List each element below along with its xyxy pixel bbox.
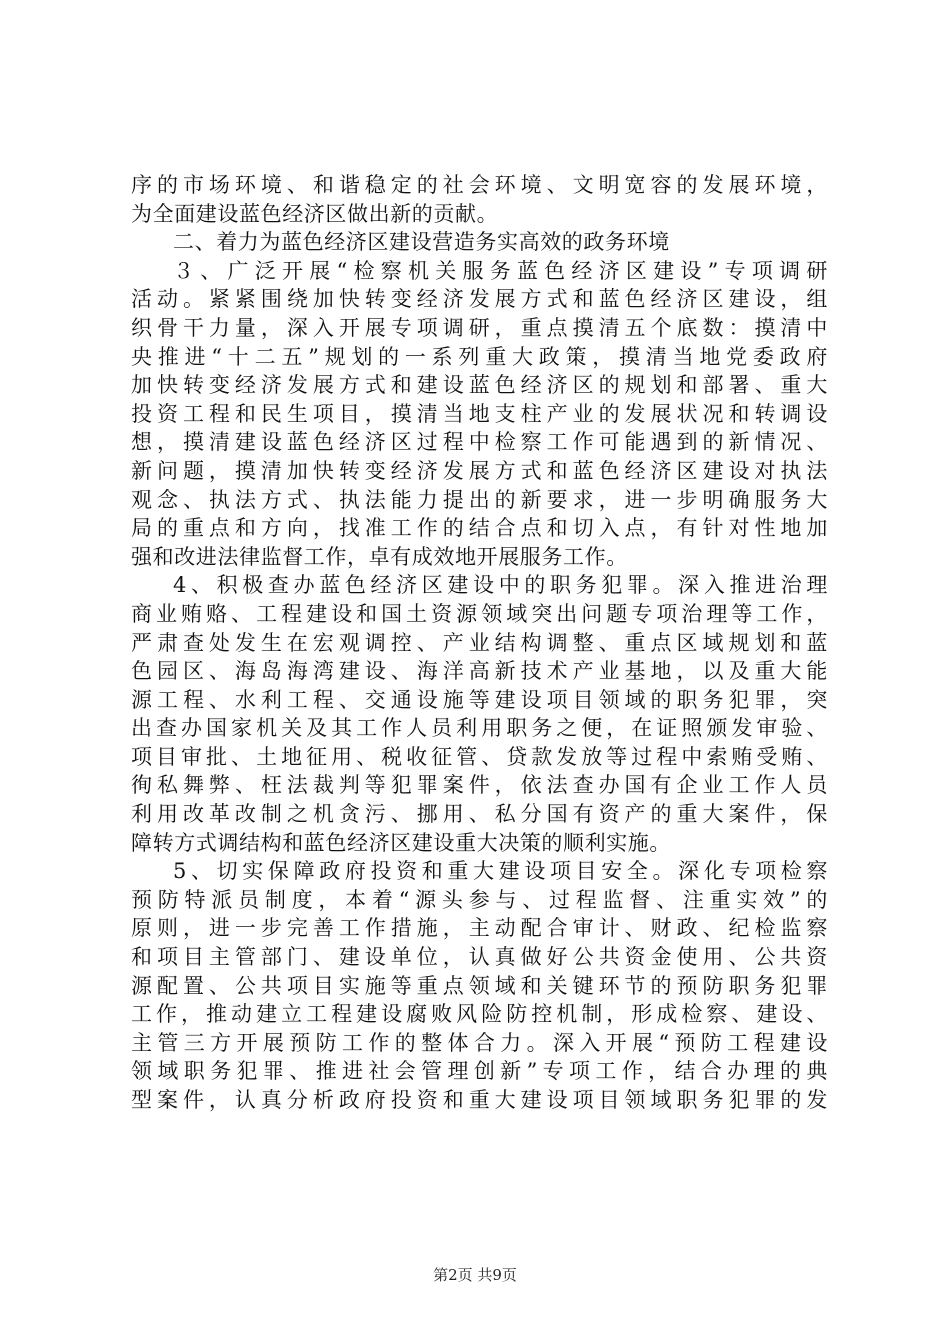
text-line: 央推进“十二五”规划的一系列重大政策，摸清当地党委政府	[131, 344, 828, 369]
text-line: 型案件，认真分析政府投资和重大建设项目领域职务犯罪的发	[131, 1088, 828, 1112]
text-line: 新问题，摸清加快转变经济发展方式和蓝色经济区建设对执法	[131, 458, 828, 483]
text-line: 徇私舞弊、枉法裁判等犯罪案件，依法查办国有企业工作人员	[131, 773, 828, 798]
text-line: 织骨干力量，深入开展专项调研，重点摸清五个底数：摸清中	[131, 315, 828, 340]
text-line: 工作，推动建立工程建设腐败风险防控机制，形成检察、建设、	[131, 1002, 828, 1027]
text-line: 严肃查处发生在宏观调控、产业结构调整、重点区域规划和蓝	[131, 630, 828, 655]
text-line: 二、着力为蓝色经济区建设营造务实高效的政务环境	[173, 230, 670, 255]
text-line: 源工程、水利工程、交通设施等建设项目领域的职务犯罪，突	[131, 687, 828, 712]
text-line: 活动。紧紧围绕加快转变经济发展方式和蓝色经济区建设，组	[131, 287, 828, 312]
text-line: 序的市场环境、和谐稳定的社会环境、文明宽容的发展环境，	[131, 173, 828, 197]
text-line: 障转方式调结构和蓝色经济区建设重大决策的顺利实施。	[131, 830, 671, 855]
text-line: 原则，进一步完善工作措施，主动配合审计、财政、纪检监察	[131, 916, 828, 941]
text-line: 局的重点和方向，找准工作的结合点和切入点，有针对性地加	[131, 516, 828, 541]
text-line: ３、广泛开展“检察机关服务蓝色经济区建设”专项调研	[173, 258, 828, 283]
text-line: 4、积极查办蓝色经济区建设中的职务犯罪。深入推进治理	[173, 573, 828, 598]
text-line: 领域职务犯罪、推进社会管理创新”专项工作，结合办理的典	[131, 1059, 828, 1084]
text-line: 投资工程和民生项目，摸清当地支柱产业的发展状况和转调设	[131, 401, 828, 426]
text-line: 想，摸清建设蓝色经济区过程中检察工作可能遇到的新情况、	[131, 430, 828, 455]
text-line: 出查办国家机关及其工作人员利用职务之便，在证照颁发审验、	[131, 716, 828, 741]
text-line: 为全面建设蓝色经济区做出新的贡献。	[131, 201, 499, 226]
page-footer: 第2页 共9页	[433, 1266, 517, 1284]
text-line: 色园区、海岛海湾建设、海洋高新技术产业基地，以及重大能	[131, 659, 828, 684]
text-line: 观念、执法方式、执法能力提出的新要求，进一步明确服务大	[131, 487, 828, 512]
text-line: 项目审批、土地征用、税收征管、贷款发放等过程中索贿受贿、	[131, 744, 828, 769]
text-line: 主管三方开展预防工作的整体合力。深入开展“预防工程建设	[131, 1030, 828, 1055]
text-line: 利用改革改制之机贪污、挪用、私分国有资产的重大案件，保	[131, 802, 828, 827]
text-line: 5、切实保障政府投资和重大建设项目安全。深化专项检察	[173, 859, 828, 884]
text-line: 预防特派员制度，本着“源头参与、过程监督、注重实效”的	[131, 887, 828, 912]
document-body	[131, 171, 828, 1115]
text-line: 和项目主管部门、建设单位，认真做好公共资金使用、公共资	[131, 945, 828, 970]
text-line: 源配置、公共项目实施等重点领域和关键环节的预防职务犯罪	[131, 973, 828, 998]
text-line: 商业贿赂、工程建设和国土资源领域突出问题专项治理等工作，	[131, 601, 828, 626]
text-line: 强和改进法律监督工作，卓有成效地开展服务工作。	[131, 544, 628, 569]
text-line: 加快转变经济发展方式和建设蓝色经济区的规划和部署、重大	[131, 373, 828, 398]
